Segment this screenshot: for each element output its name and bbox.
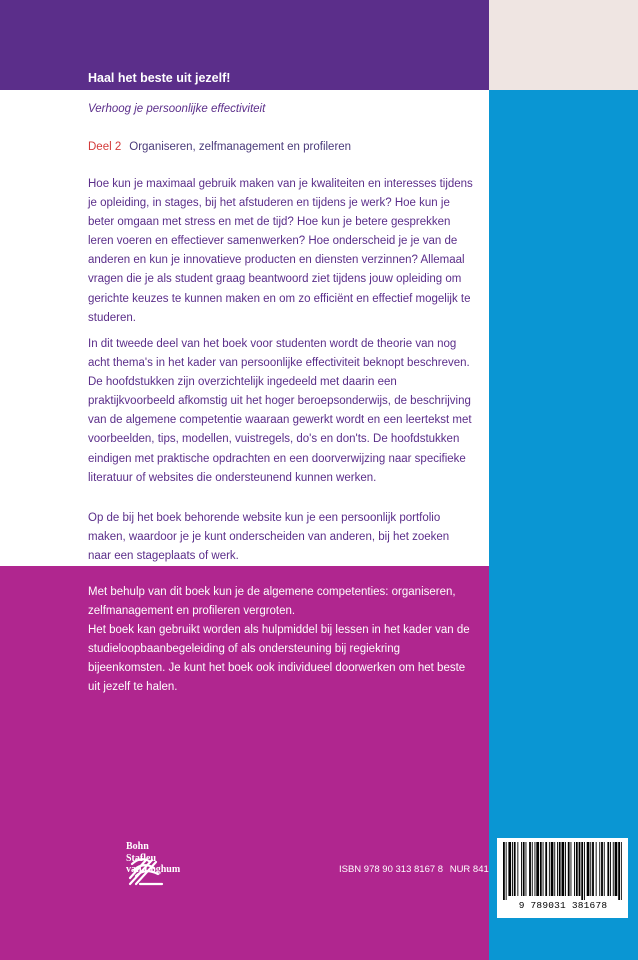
header-band [0,0,489,90]
body-paragraph-1: Hoe kun je maximaal gebruik maken van je kwaliteiten en interesses tijdens je opleiding, in stages, bij het afstuderen en tijdens je werk? Hoe kun je beter omgaan met stress en met de tijd? Hoe kun je betere gesprekken leren voeren en effectiever samenwerken? Hoe onderscheid je je van de anderen en kun je innovatieve producten en diensten verzinnen? Allemaal vragen die je als student graag beantwoord ziet tijdens jouw opleiding om gerichte keuzes te kunnen maken en om zo efficiënt en effectief mogelijk te studeren. [88,178,473,324]
barcode-bar [503,842,505,900]
barcode-bar [529,842,531,896]
barcode-bar [590,842,591,896]
part-title: Organiseren, zelfmanagement en profileren [129,141,352,153]
barcode-bar [579,842,581,896]
isbn-text: ISBN 978 90 313 8167 8 [339,864,444,875]
barcode-bar [599,842,600,896]
barcode-bar [549,842,550,896]
barcode-bar [604,842,605,896]
publisher-name-line-2: Stafleu [126,852,156,864]
barcode-digits: 9 789031 381678 [518,900,608,911]
barcode-bar [618,842,620,900]
barcode-bar [562,842,565,896]
isbn-line [339,864,493,875]
footer-line-1: Met behulp van dit boek kun je de algemene competenties: organiseren, zelfmanagement en profileren vergroten. [88,586,456,618]
publisher-name-line-1: Bohn [126,841,149,852]
footer-text [88,583,480,698]
book-subtitle: Verhoog je persoonlijke effectiviteit [88,103,266,115]
barcode-bar [512,842,513,896]
body-paragraph-3: Op de bij het boek behorende website kun je een persoonlijk portfolio maken, waardoor je je kunt onderscheiden van anderen, bij het zoeken naar een stageplaats of werk. [88,512,450,563]
barcode-bar [526,842,527,896]
nur-text: NUR 841 [449,864,489,875]
barcode-bar [517,842,518,896]
barcode-bar [506,842,507,900]
spine-top-panel [489,0,638,90]
publisher-name [126,841,180,876]
publisher-name-line-3: van Loghum [126,864,181,875]
barcode-bar [559,842,561,896]
barcode-bar [535,842,536,896]
barcode-bar [543,842,544,896]
barcode-bar [581,842,583,900]
barcode-bar [565,842,566,896]
barcode-bar [554,842,555,896]
barcode-bar [596,842,597,896]
part-heading [88,141,351,153]
barcode [497,838,628,918]
barcode-bar [514,842,516,896]
barcode-bar [621,842,622,900]
barcode-bar [508,842,511,896]
barcode-bar [613,842,614,896]
barcode-bar [536,842,539,896]
barcode-bar [532,842,533,896]
part-number: Deel 2 [88,141,122,153]
barcode-bar [571,842,572,896]
barcode-bar [587,842,590,896]
barcode-bar [540,842,542,896]
spine-blue-panel [489,90,638,960]
barcode-bar [576,842,578,896]
barcode-bar [592,842,594,896]
barcode-bar [523,842,525,896]
body-paragraph-2: In dit tweede deel van het boek voor studenten wordt de theorie van nog acht thema's in het kader van persoonlijke effectiviteit beknopt beschreven. De hoofdstukken zijn overzichtelijk ingedeeld met daarin een praktijkvoorbeeld afkomstig uit het hoger beroepsonderwijs, de beschrijving van de algemene competentie waaraan gewerkt wordt en een leertekst met voorbeelden, tips, modellen, vuistregels, do's en don'ts. De hoofdstukken eindigen met praktische opdrachten en een doorverwijzing naar specifieke literatuur of websites die ondersteunend kunnen werken. [88,338,472,484]
barcode-bar [607,842,609,896]
barcode-bar [521,842,522,896]
barcode-bar [615,842,618,896]
barcode-bars [503,842,622,900]
barcode-bar [568,842,570,896]
barcode-bar [574,842,575,896]
barcode-bar [557,842,558,896]
barcode-bar [610,842,611,896]
book-title: Haal het beste uit jezelf! [88,71,231,85]
barcode-bar [584,842,585,900]
barcode-bar [551,842,554,896]
footer-line-2: Het boek kan gebruikt worden als hulpmiddel bij lessen in het kader van de studieloopbaanbegeleiding of als ondersteuning bij regiekring bijeenkomsten. Je kunt het boek ook individueel doorwerken om het beste uit jezelf te halen. [88,624,470,694]
barcode-bar [601,842,603,896]
barcode-bar [545,842,547,896]
